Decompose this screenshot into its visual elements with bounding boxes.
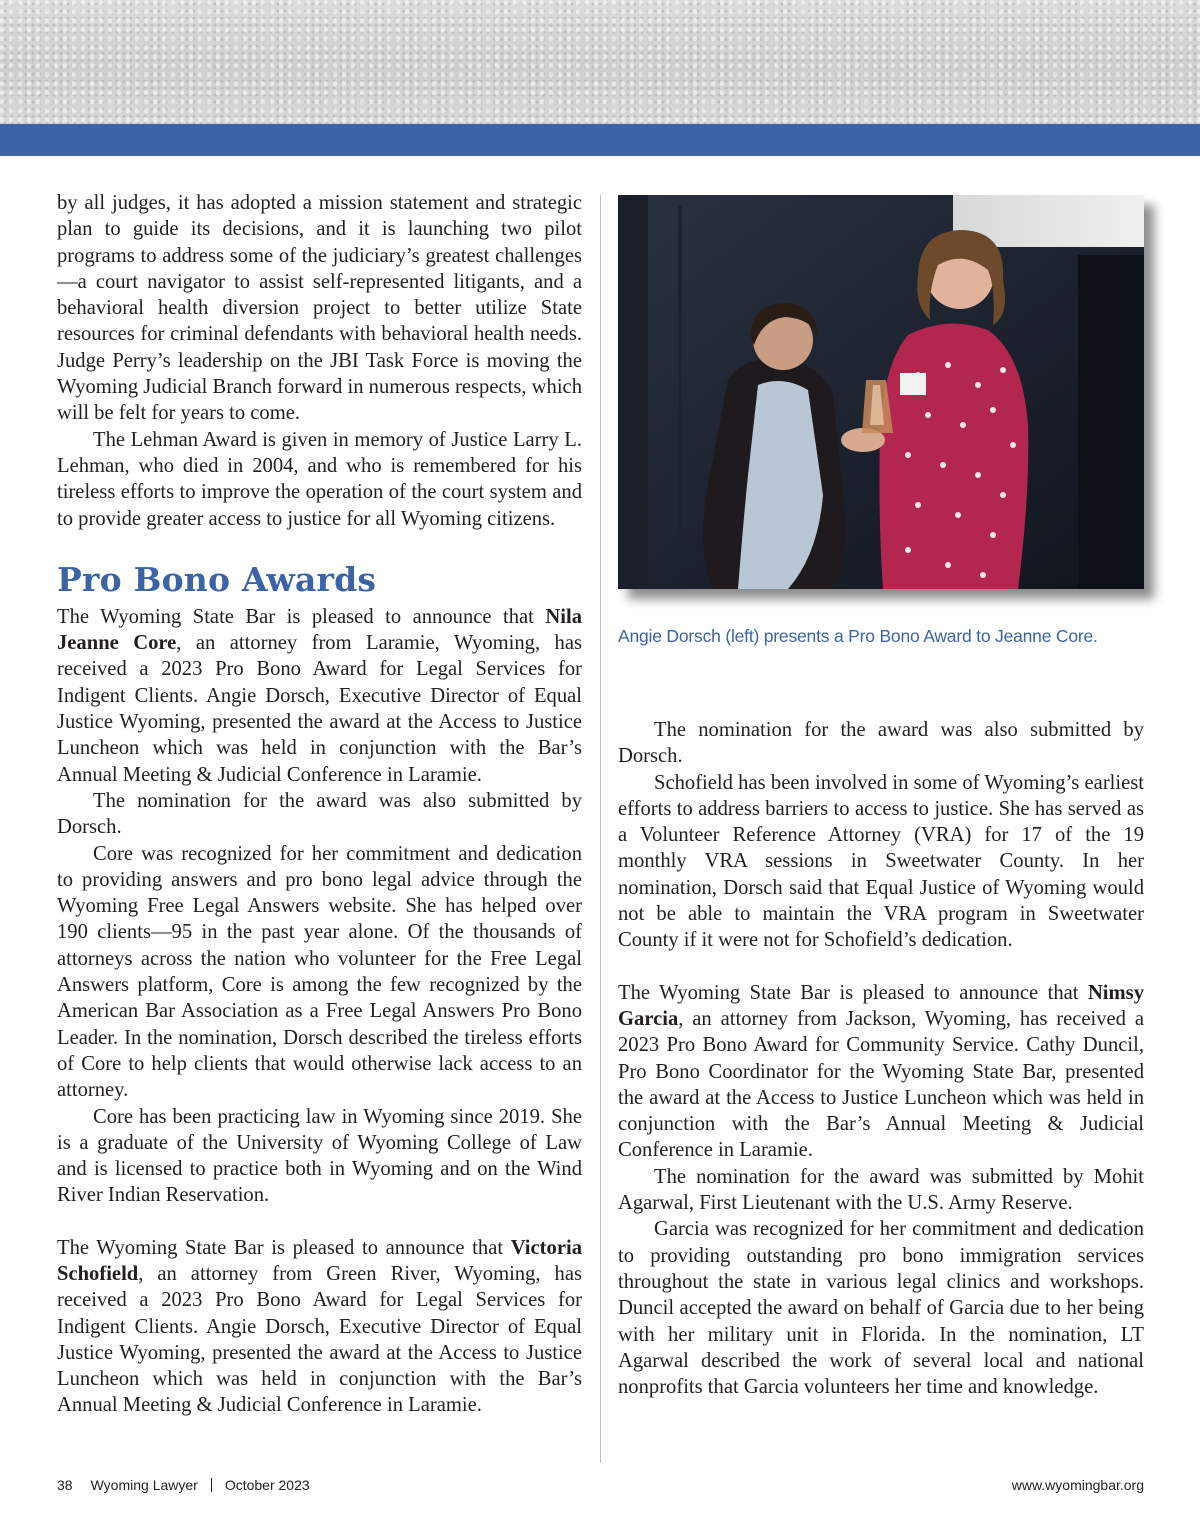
paragraph-schofield-intro [57, 1235, 582, 1419]
schofield-name: Victoria Schofield [57, 1236, 582, 1285]
footer-separator [211, 1478, 212, 1492]
paragraph-schofield-involved: Schofield has been involved in some of Wyoming’s earliest efforts to address barriers to access to justice. She has served as a Volunteer Reference Attorney (VRA) for 17 of the 19 monthly VRA sessions in Sweetwater County. In her nomination, Dorsch said that Equal Justice of Wyoming would not be able to maintain the VRA program in Sweetwater County if it were not for Schofield’s dedication. [618, 771, 1144, 952]
page-footer [57, 1477, 1144, 1497]
schofield-intro-after: , an attorney from Green River, Wyoming, has received a 2023 Pro Bono Award for Legal Services for Indigent Clients. Angie Dorsch, Executive Director of Equal Justice Wyoming, presented the award at the Access to Justice Luncheon which was held in conjunction with the Bar’s Annual Meeting & Judicial Conference in Laramie. [57, 1262, 582, 1417]
paragraph-garcia-nomination: The nomination for the award was submitted by Mohit Agarwal, First Lieutenant with the U.S. Army Reserve. [618, 1165, 1144, 1215]
publication-name: Wyoming Lawyer [90, 1477, 198, 1493]
paragraph-core-intro [57, 604, 582, 788]
paragraph-garcia-intro [618, 980, 1144, 1164]
issue-date: October 2023 [224, 1477, 310, 1493]
paragraph-core-recognized: Core was recognized for her commitment and dedication to providing answers and pro bono legal advice through the Wyoming Free Legal Answers website. She has helped over 190 clients—95 in the past year alone. Of the thousands of attorneys across the nation who volunteer for the Free Legal Answers platform, Core is among the few recognized by the American Bar Association as a Free Legal Answers Pro Bono Leader. In the nomination, Dorsch described the tireless efforts of Core to help clients that would otherwise lack access to an attorney. [57, 842, 582, 1102]
award-photo [618, 195, 1144, 589]
photo-caption: Angie Dorsch (left) presents a Pro Bono Award to Jeanne Core. [618, 626, 1098, 646]
page-number: 38 [57, 1477, 73, 1493]
garcia-intro-before: The Wyoming State Bar is pleased to announce that [618, 981, 1088, 1004]
section-title: Pro Bono Awards [57, 559, 377, 599]
website-url: www.wyomingbar.org [1011, 1477, 1144, 1493]
paragraph-lehman-award: The Lehman Award is given in memory of Justice Larry L. Lehman, who died in 2004, and who is remembered for his tireless efforts to improve the operation of the court system and to provide greater access to justice for all Wyoming citizens. [57, 428, 582, 530]
core-intro-before: The Wyoming State Bar is pleased to announce that [57, 605, 546, 628]
schofield-intro-before: The Wyoming State Bar is pleased to announce that [57, 1236, 511, 1259]
header-band [0, 124, 1200, 156]
right-column [618, 717, 1144, 1400]
core-intro-after: , an attorney from Laramie, Wyoming, has received a 2023 Pro Bono Award for Legal Services for Indigent Clients. Angie Dorsch, Executive Director of Equal Justice Wyoming, presented the award at the Access to Justice Luncheon which was held in conjunction with the Bar’s Annual Meeting & Judicial Conference in Laramie. [57, 632, 582, 786]
paragraph-core-practicing: Core has been practicing law in Wyoming since 2019. She is a graduate of the University of Wyoming College of Law and is licensed to practice both in Wyoming and on the Wind River Indian Reservation. [57, 1105, 582, 1207]
header-texture [0, 0, 1200, 124]
paragraph-core-nomination: The nomination for the award was also submitted by Dorsch. [57, 789, 582, 839]
paragraph-garcia-recognized: Garcia was recognized for her commitment and dedication to providing outstanding pro bono immigration services throughout the state in various legal clinics and workshops. Duncil accepted the award on behalf of Garcia due to her being with her military unit in Florida. In the nomination, LT Agarwal described the work of several local and national nonprofits that Garcia volunteers her time and knowledge. [618, 1218, 1144, 1399]
core-name: Nila Jeanne Core [57, 605, 582, 655]
paragraph-gap [618, 954, 1144, 980]
column-divider [600, 195, 601, 1463]
garcia-name: Nimsy Garcia [618, 981, 1144, 1030]
paragraph-gap [57, 1209, 582, 1235]
left-column [57, 190, 582, 1419]
footer-left [57, 1477, 310, 1493]
garcia-intro-after: , an attorney from Jackson, Wyoming, has received a 2023 Pro Bono Award for Community Service. Cathy Duncil, Pro Bono Coordinator for the Wyoming State Bar, presented the award at the Access to Justice Luncheon which was held in conjunction with the Bar’s Annual Meeting & Judicial Conference in Laramie. [618, 1007, 1144, 1162]
award-photo-image [618, 195, 1144, 589]
paragraph-jbi-continued: by all judges, it has adopted a mission statement and strategic plan to guide its decisions, and it is launching two pilot programs to address some of the judiciary’s greatest challenges—a court navigator to assist self-represented litigants, and a behavioral health diversion project to better utilize State resources for criminal defendants with behavioral health needs. Judge Perry’s leadership on the JBI Task Force is moving the Wyoming Judicial Branch forward in numerous respects, which will be felt for years to come. [57, 192, 582, 425]
paragraph-schofield-nomination: The nomination for the award was also submitted by Dorsch. [618, 719, 1144, 768]
